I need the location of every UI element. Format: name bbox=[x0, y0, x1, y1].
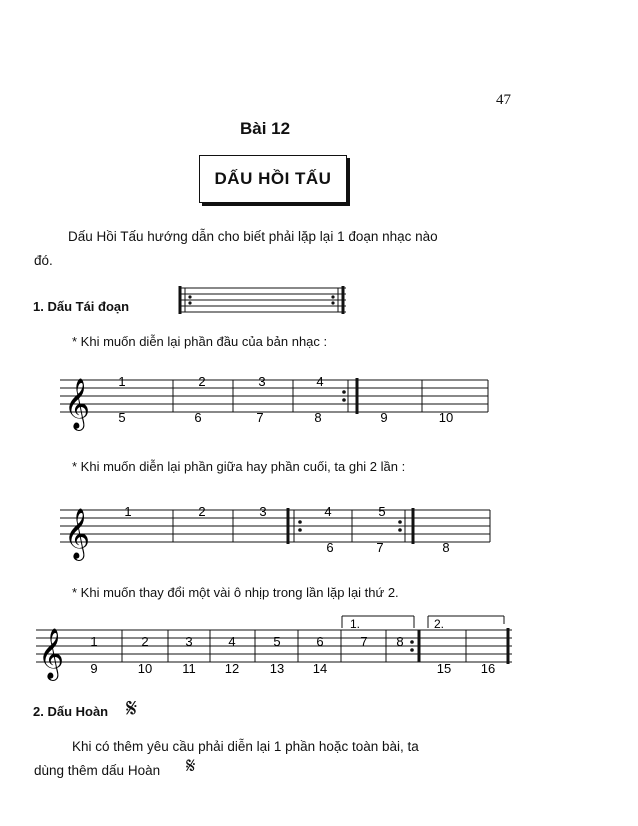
staff-2-top-1: 1 bbox=[124, 504, 132, 519]
staff-1-bottom-6: 6 bbox=[194, 410, 202, 425]
staff-1-bottom-7: 7 bbox=[256, 410, 264, 425]
staff-2-bottom-6: 6 bbox=[326, 540, 334, 555]
section-2-line-2: dùng thêm dấu Hoàn bbox=[34, 763, 161, 778]
staff-3-top-2: 2 bbox=[141, 634, 149, 649]
segno-icon: 𝄋 bbox=[126, 694, 138, 724]
section-1-heading: 1. Dấu Tái đoạn bbox=[33, 299, 130, 314]
intro-line-2: đó. bbox=[34, 253, 53, 268]
bullet-2: * Khi muốn diễn lại phần giữa hay phần cuối, ta ghi 2 lần : bbox=[72, 459, 406, 474]
staff-3-top-6: 6 bbox=[316, 634, 324, 649]
bullet-1: * Khi muốn diễn lại phần đầu của bản nhạc : bbox=[72, 334, 328, 349]
staff-3-bottom-10: 10 bbox=[137, 661, 153, 676]
staff-1-top-1: 1 bbox=[118, 374, 126, 389]
staff-2-top-3: 3 bbox=[259, 504, 267, 519]
volta-1-label: 1. bbox=[350, 617, 361, 631]
repeat-sign-example bbox=[176, 282, 352, 322]
lesson-title: DẤU HỒI TẤU bbox=[214, 169, 332, 188]
page-number: 47 bbox=[496, 92, 511, 108]
staff-2-top-2: 2 bbox=[198, 504, 206, 519]
staff-3-top-4: 4 bbox=[228, 634, 236, 649]
staff-1-top-4: 4 bbox=[316, 374, 324, 389]
lesson-title-box bbox=[199, 155, 347, 203]
lesson-label: Bài 12 bbox=[240, 119, 291, 138]
treble-clef-icon: 𝄞 bbox=[64, 379, 91, 428]
staff-2-top-4: 4 bbox=[324, 504, 332, 519]
treble-clef-icon: 𝄞 bbox=[38, 629, 65, 678]
staff-3-bottom-16: 16 bbox=[480, 661, 496, 676]
staff-3-bottom-13: 13 bbox=[269, 661, 285, 676]
staff-1-bottom-5: 5 bbox=[118, 410, 126, 425]
staff-3-bottom-14: 14 bbox=[312, 661, 328, 676]
staff-3-bottom-15: 15 bbox=[436, 661, 452, 676]
volta-2-label: 2. bbox=[434, 617, 445, 631]
intro-line-1: Dấu Hồi Tấu hướng dẫn cho biết phải lặp lại 1 đoạn nhạc nào bbox=[68, 229, 438, 244]
staff-3-top-1: 1 bbox=[90, 634, 98, 649]
staff-1-bottom-8: 8 bbox=[314, 410, 322, 425]
staff-3-top-3: 3 bbox=[185, 634, 193, 649]
staff-3-top-5: 5 bbox=[273, 634, 281, 649]
staff-2-bottom-8: 8 bbox=[442, 540, 450, 555]
staff-3-bottom-11: 11 bbox=[182, 661, 196, 676]
staff-3-bottom-9: 9 bbox=[90, 661, 98, 676]
segno-icon: 𝄋 bbox=[186, 754, 196, 779]
staff-1-top-2: 2 bbox=[198, 374, 206, 389]
staff-2 bbox=[60, 492, 496, 564]
section-2-heading: 2. Dấu Hoàn bbox=[33, 704, 109, 719]
bullet-3: * Khi muốn thay đổi một vài ô nhịp trong lần lặp lại thứ 2. bbox=[72, 585, 399, 600]
section-2-line-1: Khi có thêm yêu cầu phải diễn lại 1 phần hoặc toàn bài, ta bbox=[72, 739, 419, 754]
staff-3-top-8: 8 bbox=[396, 634, 404, 649]
staff-3-top-7: 7 bbox=[360, 634, 368, 649]
treble-clef-icon: 𝄞 bbox=[64, 509, 91, 558]
staff-1-bottom-10: 10 bbox=[438, 410, 454, 425]
staff-3-bottom-12: 12 bbox=[224, 661, 240, 676]
staff-3 bbox=[36, 606, 522, 682]
staff-2-bottom-7: 7 bbox=[376, 540, 384, 555]
staff-2-top-5: 5 bbox=[378, 504, 386, 519]
staff-1-bottom-9: 9 bbox=[380, 410, 388, 425]
staff-1-top-3: 3 bbox=[258, 374, 266, 389]
staff-1 bbox=[60, 362, 496, 434]
